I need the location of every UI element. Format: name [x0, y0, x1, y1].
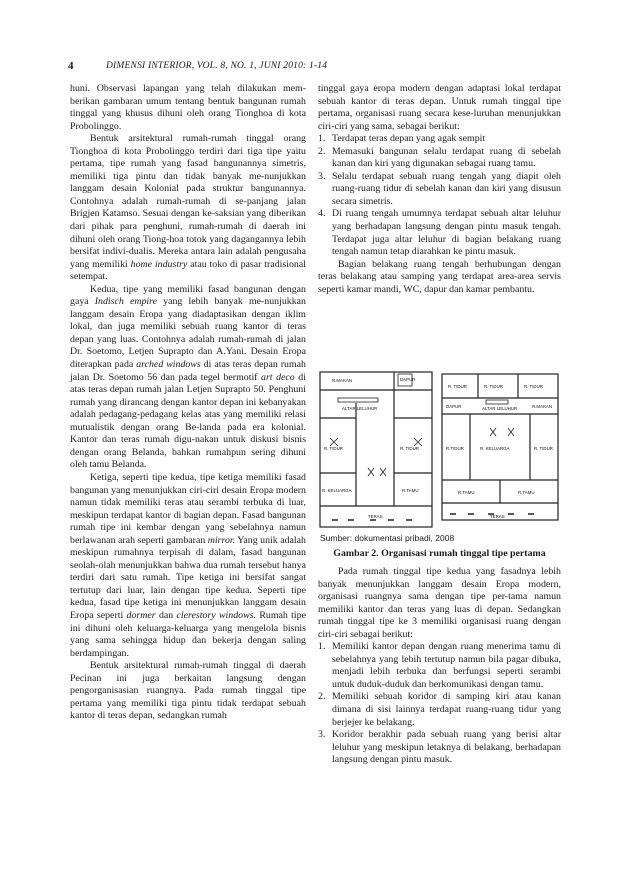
list-number: 3.: [318, 170, 326, 182]
italic-term: mirror.: [207, 534, 236, 546]
paragraph: Pada rumah tinggal tipe kedua yang fasadnya lebih banyak menunjukkan langgam desain Eropa modern, organisasi ruangnya sama dengan tipe per-tama namun memiliki kantor dan teras yang luas di depan. Sedangkan rumah tinggal tipe ke 3 memiliki organisasi ruang dengan ciri-ciri sebagai berikut:: [318, 566, 561, 640]
list-item: [318, 729, 561, 767]
room-label: ALTAR LELUHUR: [482, 406, 518, 411]
list-number: 1.: [318, 133, 326, 145]
room-label: R. TIDUR: [484, 384, 503, 389]
room-label: R. KELUARGA: [322, 488, 352, 493]
room-label: R. TIDUR: [324, 446, 343, 451]
figure-source: Sumber: dokumentasi pribadi, 2008: [320, 533, 455, 543]
numbered-list: [318, 641, 561, 766]
room-label: R.TAMU: [458, 490, 475, 495]
floor-plan-figure: [318, 368, 561, 531]
room-label: R.TIDUR: [446, 446, 464, 451]
room-label: R. TIDUR: [534, 446, 553, 451]
list-text: Selalu terdapat sebuah ruang tengah yang diapit oleh ruang-ruang tidur di sebelah kanan dan kiri yang disusun secara simetris.: [332, 170, 561, 207]
paragraph: tinggal gaya eropa modern dengan adaptasi lokal terdapat sebuah kantor di teras depan. Untuk rumah tinggal tipe pertama, organisasi ruang secara kese-luruhan menunjukkan ciri-ciri yang sama, sebagai berikut:: [318, 83, 561, 132]
room-label: R. TIDUR: [400, 446, 419, 451]
text-run: Ketiga, seperti tipe kedua, tipe ketiga memiliki fasad bangunan yang menunjukkan ciri-ciri desain Eropa modern namun tidak memiliki teras atau serambi terbuka di luar, meskipun terdapat kantor di bagian depan. Fasad bangunan rumah tipe ini kembar dengan yang sebelahnya namun berlawanan arah seperti gambaran: [70, 471, 306, 546]
list-text: Memasuki bangunan selalu terdapat ruang di sebelah kanan dan kiri yang digunakan sebagai ruang tamu.: [332, 145, 561, 170]
text-run: Bentuk arsitektural rumah-rumah tinggal di daerah Pecinan ini juga berkaitan langsung dengan pengorganisasian ruangnya. Pada rumah tinggal tipe pertama yang memiliki tiga pintu tidak terdapat sebuah kantor di teras depan, sedangkan rumah: [70, 660, 306, 722]
room-label: ALTAR LELUHUR: [342, 406, 378, 411]
list-number: 4.: [318, 208, 326, 220]
list-number: 2.: [318, 145, 326, 157]
italic-term: arched windows: [136, 359, 201, 371]
list-text: Memiliki sebuah koridor di samping kiri atau kanan dimana di sisi lainnya terdapat ruang-ruang tidur yang berjejer ke belakang.: [332, 691, 561, 728]
room-label: DAPUR: [400, 377, 416, 382]
list-item: [318, 691, 561, 729]
list-number: 1.: [318, 641, 326, 653]
list-number: 3.: [318, 729, 326, 741]
text-run: di atas teras depan rumah jalan Letjen Suprapto 50. Penghuni rumah yang dirancang dengan kantor depan ini kebanyakan adalah pedagang-pedagang kelas atas yang memiliki relasi mutualistik dengan orang Be-landa pada era kolonial. Kantor dan teras rumah digu-nakan untuk diskusi bisnis dengan orang Belanda, bahkan rumahpun sering dihuni oleh tamu Belanda.: [70, 371, 306, 471]
list-item: [318, 641, 561, 691]
paragraph: [70, 133, 306, 284]
paragraph: [70, 83, 306, 133]
text-run: Yang unik adalah meskipun rumahnya terpisah di dalam, fasad bangunan seolah-olah menunjukkan bahwa dua rumah tersebut hanya terdiri dari satu rumah. Tipe ketiga ini bersifat sangat tertutup dari luar, lain dengan tipe kedua. Seperti tipe kedua, fasad tipe ketiga ini menunjukkan langgam desain Eropa seperti: [70, 534, 306, 621]
italic-term: dormer: [126, 609, 156, 621]
list-item: [318, 171, 561, 209]
list-item: [318, 146, 561, 171]
room-label: R. TIDUR: [448, 384, 467, 389]
text-run: Bentuk arsitektural rumah-rumah tinggal orang Tionghoa di kota Probolinggo terdiri dari tiga tipe yaitu pertama, tipe rumah yang fasad bangunannya simetris, memiliki tiga pintu dan tidak banyak me-nunjukkan langgam desain Kolonial pada struktur bangunannya. Contohnya adalah rumah-rumah di se-panjang jalan Brigjen Katamso. Sesuai dengan ke-saksian yang diberikan dari pihak para penghuni, rumah-rumah di daerah ini dihuni oleh orang Tiong-hoa totok yang dagangannya lebih bersifat indivi-dualis. Mereka antara lain adalah pengusaha yang memiliki: [70, 133, 306, 270]
room-label: R.MAKAN: [532, 404, 553, 409]
room-label: TERAS: [368, 514, 383, 519]
text-run: yang lebih banyak me-nunjukkan langgam desain Eropa yang diadaptasikan dengan iklim lokal, dan juga memiliki sebuah ruang kantor di teras depan yang luas. Contohnya adalah rumah-rumah di jalan Dr. Soetomo, Letjen Suprapto dan A.Yani. Desain Eropa diterapkan pada: [70, 296, 306, 371]
paragraph: [70, 472, 306, 660]
text-run: huni. Observasi lapangan yang telah dilakukan mem-berikan gambaran umum tentang bentuk bangunan rumah tinggal yang khusus dihuni oleh orang Tionghoa di kota Probolinggo.: [70, 83, 306, 132]
italic-term: clerestory windows.: [176, 609, 257, 621]
right-column-top: [318, 83, 561, 296]
list-text: Terdapat teras depan yang agak sempit: [332, 133, 486, 145]
room-label: TERAS: [490, 514, 505, 519]
italic-term: home industry: [130, 258, 188, 270]
numbered-list: [318, 133, 561, 258]
text-run: di atas teras depan rumah jalan Dr. Soetomo 56 dan pada tegel bermotif: [70, 359, 306, 383]
list-item: [318, 208, 561, 258]
list-number: 2.: [318, 691, 326, 703]
left-column: [70, 83, 306, 723]
list-text: Memiliki kantor depan dengan ruang menerima tamu di sebelahnya yang lebih tertutup namun bila pagar dibuka, menjadi lebih terbuka dan berfungsi seperti serambi untuk duduk-duduk dan berkomunikasi dengan tamu.: [332, 641, 561, 690]
text-run: atau toko di pasar tradisional setempat.: [70, 258, 306, 283]
list-text: Koridor berakhir pada sebuah ruang yang berisi altar leluhur yang meskipun letaknya di belakang, berhadapan langsung dengan pintu masuk.: [332, 729, 561, 766]
italic-term: art deco: [261, 371, 295, 383]
paragraph: [70, 284, 306, 472]
room-label: R.TAMU: [402, 488, 419, 493]
text-run: Kedua, tipe yang memiliki fasad bangunan dengan gaya: [70, 283, 306, 308]
paragraph: Bagian belakang ruang tengah berhubungan dengan teras belakang atau samping yang terdapat area-area servis seperti kamar mandi, WC, dapur dan kamar pembantu.: [318, 258, 561, 295]
room-label: R.TAMU: [518, 490, 535, 495]
page-number: 4: [68, 60, 74, 72]
italic-term: Indisch empire: [94, 296, 158, 308]
room-label: R.MAKAN: [332, 378, 353, 383]
list-item: [318, 133, 561, 146]
room-label: DAPUR: [446, 404, 462, 409]
running-title: DIMENSI INTERIOR, VOL. 8, NO. 1, JUNI 2010: 1-14: [106, 61, 328, 71]
room-label: R. KELUARGA: [480, 446, 510, 451]
right-column-bottom: [318, 566, 561, 767]
text-run: dan: [155, 609, 177, 621]
room-label: R. TIDUR: [524, 384, 543, 389]
running-header: [68, 60, 588, 74]
figure-caption: Gambar 2. Organisasi rumah tinggal tipe pertama: [333, 548, 546, 559]
text-run: Rumah tipe ini dihuni oleh keluarga-keluarga yang mengelola bisnis yang sama sehingga hidup dan bekerja dengan saling berdampingan.: [70, 609, 306, 659]
list-text: Di ruang tengah umumnya terdapat sebuah altar leluhur yang berhadapan langsung dengan pintu masuk tengah. Terdapat juga altar leluhur di bagian belakang ruang tengah namun tetap diarahkan ke pintu masuk.: [332, 208, 561, 258]
paragraph: [70, 660, 306, 723]
